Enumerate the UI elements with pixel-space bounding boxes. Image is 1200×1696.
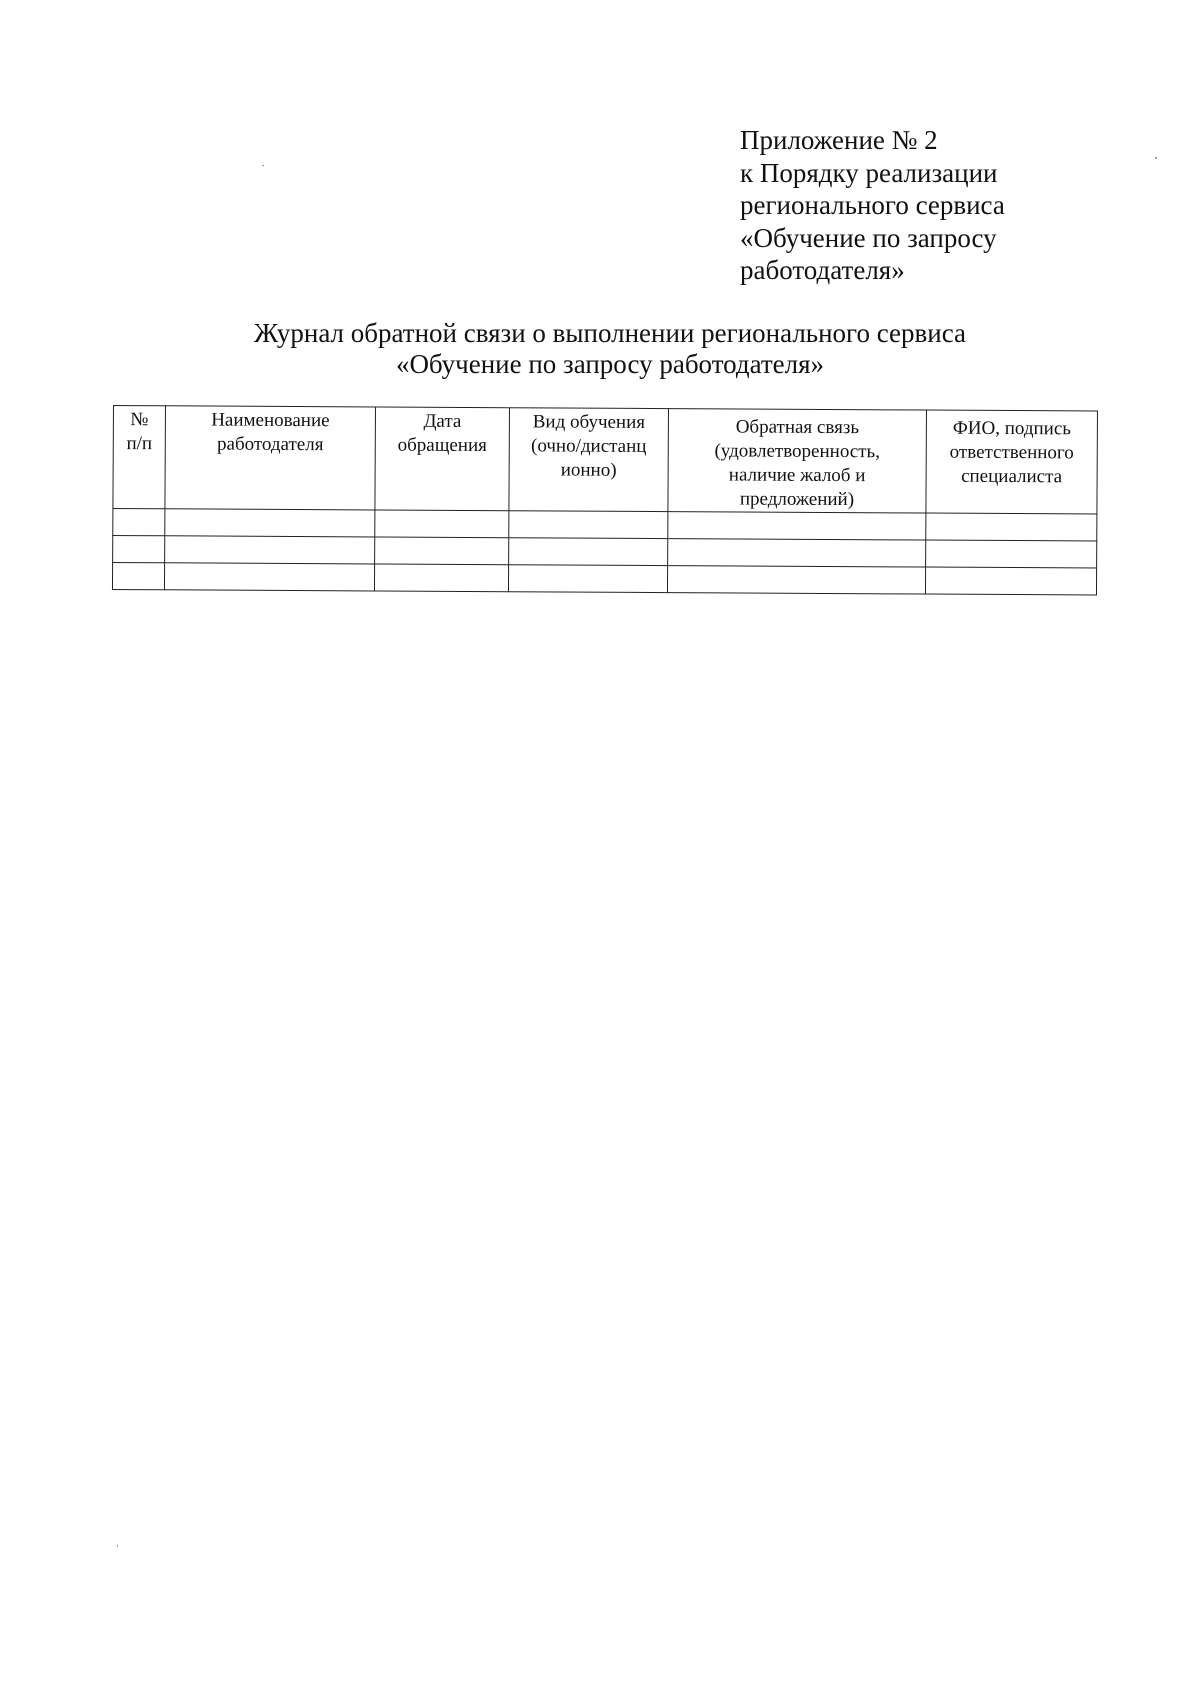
header-text: Вид обучения xyxy=(532,411,646,433)
header-text: специалиста xyxy=(961,465,1063,488)
table-cell xyxy=(509,538,668,566)
table-cell xyxy=(375,537,509,565)
document-title-line: Журнал обратной связи о выполнении регионального сервиса xyxy=(254,318,966,348)
header-text: ионно) xyxy=(560,459,617,481)
table-cell xyxy=(667,566,925,594)
appendix-line: работодателя» xyxy=(740,255,905,285)
header-text: ФИО, подпись xyxy=(952,417,1072,440)
document-title xyxy=(160,318,1060,380)
document-title-line: «Обучение по запросу работодателя» xyxy=(395,349,825,379)
table-cell xyxy=(926,540,1097,568)
appendix-block xyxy=(740,124,1005,287)
table-cell xyxy=(508,565,667,593)
table-row xyxy=(112,563,1096,595)
feedback-journal-table xyxy=(112,405,1098,595)
header-text: Обратная связь xyxy=(735,416,860,439)
table-cell xyxy=(374,564,508,592)
header-cell-training-type xyxy=(509,408,669,512)
header-text: № xyxy=(130,409,149,431)
header-cell-date xyxy=(375,407,510,511)
table-cell xyxy=(113,536,165,563)
header-text: Дата xyxy=(423,410,462,432)
header-text: работодателя xyxy=(217,433,324,456)
scan-speck xyxy=(117,1545,118,1547)
table-cell xyxy=(925,567,1096,595)
table-cell xyxy=(165,536,375,564)
table-cell xyxy=(375,510,509,538)
header-cell-feedback xyxy=(668,409,927,513)
table-cell xyxy=(668,539,926,567)
scan-speck xyxy=(1155,157,1157,159)
header-cell-employer xyxy=(165,406,376,510)
table-cell xyxy=(926,513,1097,541)
scan-speck xyxy=(262,165,264,166)
appendix-line: к Порядку реализации xyxy=(740,157,998,188)
header-text: ответственного xyxy=(949,441,1074,464)
header-cell-number xyxy=(113,406,166,509)
header-text: (очно/дистанц xyxy=(531,435,647,457)
table-cell xyxy=(113,509,165,536)
table-cell xyxy=(112,563,164,590)
table-cell xyxy=(165,509,375,537)
appendix-line: регионального сервиса xyxy=(740,190,1005,220)
header-text: наличие жалоб и xyxy=(728,464,866,487)
table-header-row xyxy=(113,406,1098,514)
table-cell xyxy=(509,511,668,539)
appendix-line: Приложение № 2 xyxy=(740,125,938,155)
table-cell xyxy=(668,512,926,540)
appendix-line: «Обучение по запросу xyxy=(740,222,997,253)
header-text: обращения xyxy=(397,434,487,457)
header-cell-responsible xyxy=(926,410,1098,514)
table-cell xyxy=(164,563,374,591)
header-text: п/п xyxy=(126,433,153,455)
header-text: (удовлетворенность, xyxy=(714,440,881,463)
header-text: предложений) xyxy=(739,488,855,511)
header-text: Наименование xyxy=(211,409,330,432)
